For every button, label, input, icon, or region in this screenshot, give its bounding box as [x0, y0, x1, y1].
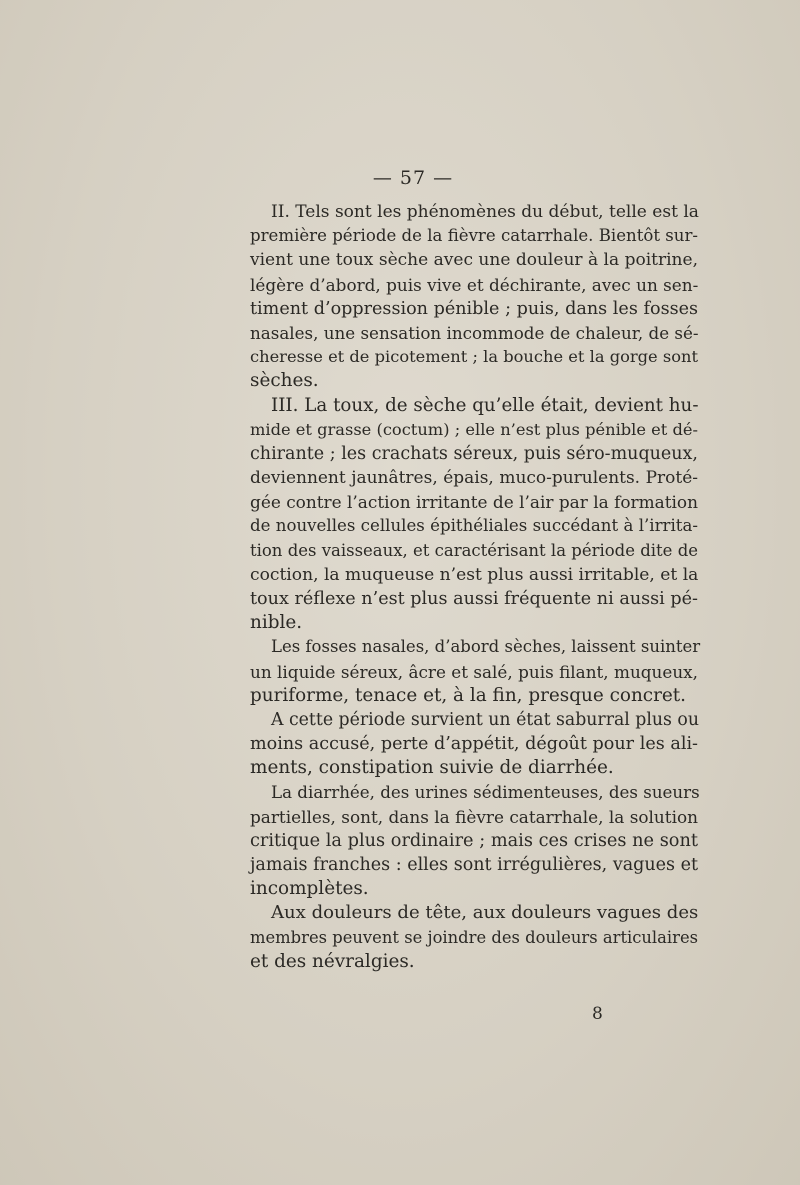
text-line: gée contre l’action irritante de l’air par la formation: [250, 492, 698, 513]
text-line: puriforme, tenace et, à la fin, presque concret.: [250, 684, 687, 706]
text-line: de nouvelles cellules épithéliales succédant à l’irrita-: [250, 516, 698, 536]
text-line: partielles, sont, dans la fièvre catarrhale, la solution: [250, 806, 698, 827]
text-line: deviennent jaunâtres, épais, muco-purulents. Proté-: [250, 468, 698, 489]
text-line: sèches.: [250, 370, 319, 392]
text-line: A cette période survient un état saburral plus ou: [271, 709, 699, 730]
text-line: légère d’abord, puis vive et déchirante, avec un sen-: [250, 274, 699, 295]
text-line: chirante ; les crachats séreux, puis séro-muqueux,: [250, 443, 698, 464]
text-line: Les fosses nasales, d’abord sèches, laissent suinter: [271, 637, 701, 657]
text-line: vient une toux sèche avec une douleur à la poitrine,: [250, 250, 698, 271]
text-line: mide et grasse (coctum) ; elle n’est plus pénible et dé-: [250, 419, 698, 439]
text-line: moins accusé, perte d’appétit, dégoût pour les ali-: [250, 734, 698, 755]
text-line: critique la plus ordinaire ; mais ces crises ne sont: [250, 830, 698, 851]
text-line: membres peuvent se joindre des douleurs articulaires: [250, 927, 698, 947]
signature-mark: 8: [592, 1004, 603, 1024]
text-line: incomplètes.: [250, 878, 369, 900]
text-line: nasales, une sensation incommode de chaleur, de sé-: [250, 322, 699, 343]
page-number: — 57 —: [372, 167, 454, 189]
text-line: toux réflexe n’est plus aussi fréquente ni aussi pé-: [250, 589, 698, 609]
text-line: III. La toux, de sèche qu’elle était, devient hu-: [271, 394, 699, 416]
text-line: La diarrhée, des urines sédimenteuses, des sueurs: [271, 782, 700, 802]
text-line: tion des vaisseaux, et caractérisant la période dite de: [250, 540, 698, 560]
text-line: un liquide séreux, âcre et salé, puis filant, muqueux,: [250, 661, 698, 682]
text-line: II. Tels sont les phénomènes du début, telle est la: [271, 202, 699, 222]
text-line: et des névralgies.: [250, 950, 415, 972]
text-line: ments, constipation suivie de diarrhée.: [250, 757, 614, 779]
text-line: première période de la fièvre catarrhale. Bientôt sur-: [250, 226, 698, 246]
body-text: [250, 200, 701, 974]
text-line: timent d’oppression pénible ; puis, dans les fosses: [250, 298, 698, 319]
text-line: cheresse et de picotement ; la bouche et la gorge sont: [250, 347, 698, 367]
text-line: Aux douleurs de tête, aux douleurs vagues des: [271, 902, 699, 924]
text-line: jamais franches : elles sont irrégulières, vagues et: [250, 855, 698, 876]
text-line: nible.: [250, 612, 303, 634]
text-line: coction, la muqueuse n’est plus aussi irritable, et la: [250, 564, 699, 585]
